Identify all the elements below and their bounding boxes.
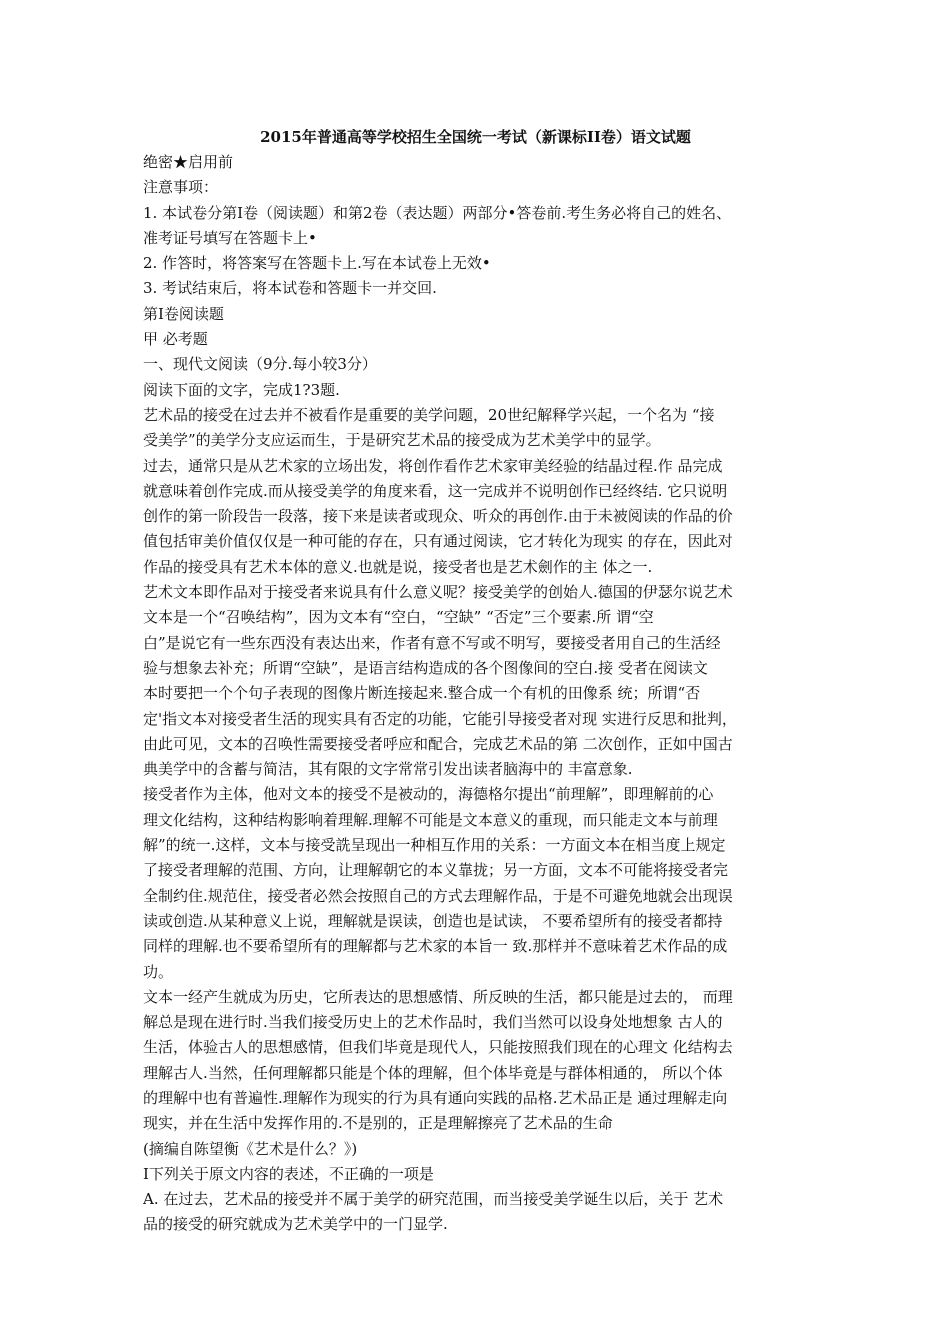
text-line: 3. 考试结束后，将本试卷和答题卡一并交回. bbox=[143, 279, 437, 298]
text-line: 接受者作为主体，他对文本的接受不是被动的，海德格尔提出“前理解”，即理解前的心 bbox=[143, 785, 714, 804]
text-line: 功。 bbox=[143, 962, 174, 981]
text-line: 甲 必考题 bbox=[143, 330, 208, 349]
text-line: 品的接受的研究就成为艺术美学中的一门显学. bbox=[143, 1215, 448, 1234]
text-line: 2. 作答时，将答案写在答题卡上.写在本试卷上无效• bbox=[143, 254, 491, 273]
text-line: 第I卷阅读题 bbox=[143, 304, 224, 323]
text-line: 阅读下面的文字，完成1?3题. bbox=[143, 380, 340, 399]
text-line: A. 在过去，艺术品的接受并不属于美学的研究范围，而当接受美学诞生以后，关于 艺术 bbox=[143, 1190, 724, 1209]
document-title: 2015年普通高等学校招生全国统一考试（新课标II卷）语文试题 bbox=[260, 128, 691, 146]
text-line: (摘编自陈望衡《艺术是什么？》) bbox=[143, 1139, 358, 1158]
text-line: 就意味着创作完成.而从接受美学的角度来看，这一完成并不说明创作已经终结. 它只说明 bbox=[143, 481, 728, 500]
text-line: 理解古人.当然，任何理解都只能是个体的理解，但个体毕竟是与群体相通的， 所以个体 bbox=[143, 1063, 723, 1082]
text-line: 典美学中的含蓄与简洁，其有限的文字常常引发出读者脑海中的 丰富意象. bbox=[143, 760, 633, 779]
text-line: 验与想象去补充；所谓“空缺”，是语言结构造成的各个图像间的空白.接 受者在阅读文 bbox=[143, 658, 708, 677]
text-line: 注意事项： bbox=[143, 178, 219, 197]
text-line: 了接受者理解的范围、方向，让理解朝它的本义靠拢；另一方面，文本不可能将接受者完 bbox=[143, 861, 729, 880]
text-line: 艺术文本即作品对于接受者来说具有什么意义呢？接受美学的创始人.德国的伊瑟尔说艺术 bbox=[143, 583, 733, 602]
text-line: 由此可见，文本的召唤性需要接受者呼应和配合，完成艺术品的第 二次创作，正如中国古 bbox=[143, 734, 733, 753]
text-line: 艺术品的接受在过去并不被看作是重要的美学问题，20世纪解释学兴起，一个名为 “接 bbox=[143, 405, 715, 424]
text-line: 过去，通常只是从艺术家的立场出发，将创作看作艺术家审美经验的结晶过程.作 品完成 bbox=[143, 456, 723, 475]
text-line: 读或创造.从某种意义上说，理解就是误读，创造也是试读， 不要希望所有的接受者都持 bbox=[143, 911, 723, 930]
text-line: 的理解中也有普遍性.理解作为现实的行为具有通向实践的品格.艺术品正是 通过理解走向 bbox=[143, 1088, 728, 1107]
text-line: 创作的第一阶段告一段落，接下来是读者或现众、听众的再创作.由于未被阅读的作品的价 bbox=[143, 507, 733, 526]
text-line: 准考证号填写在答题卡上• bbox=[143, 228, 317, 247]
text-line: 文本是一个“召唤结构”，因为文本有“空白，“空缺” “否定”三个要素.所 谓“空 bbox=[143, 608, 654, 627]
text-line: 生活，体验古人的思想感情，但我们毕竟是现代人，只能按照我们现在的心理文 化结构去 bbox=[143, 1038, 733, 1057]
text-line: 绝密★启用前 bbox=[143, 153, 234, 171]
text-line: 全制约住.规范住，接受者必然会按照自己的方式去理解作品，于是不可避免地就会出现误 bbox=[143, 886, 733, 905]
text-line: 白”是说它有一些东西没有表达出来，作者有意不写或不明写，要接受者用自己的生活经 bbox=[143, 633, 721, 652]
text-line: 解”的统一.这样，文本与接受詵呈现出一种相互作用的关系：一方面文本在相当度上规定 bbox=[143, 836, 726, 855]
text-line: 1. 本试卷分第I卷（阅读题）和第2卷（表达题）两部分•答卷前.考生务必将自己的姓名、 bbox=[143, 203, 732, 222]
document-body bbox=[143, 150, 808, 1238]
text-line: 值包括审美价值仅仅是一种可能的存在，只有通过阅读，它才转化为现实 的存在，因此对 bbox=[143, 532, 733, 551]
text-line: 作品的接受具有艺术本体的意义.也就是说，接受者也是艺术劍作的主 体之一. bbox=[143, 557, 653, 576]
text-line: I下列关于原文内容的表述，不正确的一项是 bbox=[143, 1164, 434, 1183]
text-line: 现实，并在生活中发挥作用的.不是别的，正是理解擦亮了艺术品的生命 bbox=[143, 1114, 613, 1133]
text-line: 一、现代文阅读（9分.每小较3分） bbox=[143, 355, 377, 374]
text-line: 本时要把一个个句子表现的图像片断连接起来.整合成一个有机的田像系 统；所谓“否 bbox=[143, 684, 701, 703]
text-line: 受美学”的美学分支应运而生，于是研究艺术品的接受成为艺术美学中的显学。 bbox=[143, 431, 661, 450]
text-line: 理文化结构，这种结构影响着理解.理解不可能是文本意义的重现，而只能走文本与前理 bbox=[143, 810, 718, 829]
text-line: 定'指文本对接受者生活的现实具有否定的功能，它能引导接受者对现 实进行反思和批判， bbox=[143, 709, 737, 728]
text-line: 同样的理解.也不要希望所有的理解都与艺术家的本旨一 致.那样并不意味着艺术作品的成 bbox=[143, 937, 728, 956]
text-line: 文本一经产生就成为历史，它所表达的思想感情、所反映的生活，都只能是过去的， 而理 bbox=[143, 987, 733, 1006]
text-line: 解总是现在进行时.当我们接受历史上的艺术作品时，我们当然可以设身处地想象 古人的 bbox=[143, 1013, 723, 1032]
document-page bbox=[143, 124, 808, 1238]
